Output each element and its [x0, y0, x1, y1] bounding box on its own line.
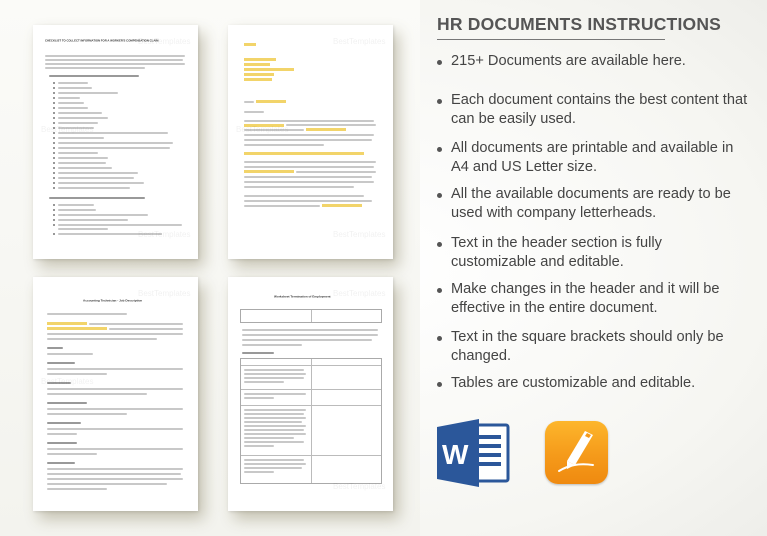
- document-preview-worksheet: [228, 277, 393, 511]
- document-preview-job-description: [33, 277, 198, 511]
- watermark: BestTemplates: [41, 125, 94, 134]
- bullet-icon: [437, 242, 442, 247]
- watermark: BestTemplates: [138, 37, 191, 46]
- watermark: BestTemplates: [41, 377, 94, 386]
- watermark: BestTemplates: [333, 230, 386, 239]
- svg-text:W: W: [442, 439, 469, 470]
- bullet-icon: [437, 336, 442, 341]
- microsoft-word-icon: [437, 419, 510, 487]
- watermark: BestTemplates: [333, 482, 386, 491]
- heading-underline: [437, 39, 665, 40]
- bullet-icon: [437, 288, 442, 293]
- feature-text: Text in the header section is fully customizable and editable.: [451, 235, 662, 270]
- feature-text: All the available documents are ready to be used with company letterheads.: [451, 186, 731, 221]
- watermark: BestTemplates: [138, 289, 191, 298]
- apple-pages-icon: [545, 421, 608, 484]
- feature-text: Tables are customizable and editable.: [451, 375, 696, 391]
- watermark: BestTemplates: [333, 37, 386, 46]
- bullet-icon: [437, 147, 442, 152]
- feature-text: Each document contains the best content that can be easily used.: [451, 92, 748, 127]
- pen-icon: [545, 421, 608, 484]
- bullet-icon: [437, 193, 442, 198]
- watermark: BestTemplates: [333, 289, 386, 298]
- feature-text: Text in the square brackets should only be changed.: [451, 329, 724, 364]
- document-preview-letter: [228, 25, 393, 259]
- document-title: Worksheet Termination of Employment: [274, 295, 331, 299]
- bullet-icon: [437, 60, 442, 65]
- feature-text: Make changes in the header and it will be effective in the entire document.: [451, 281, 720, 316]
- bullet-icon: [437, 382, 442, 387]
- bullet-icon: [437, 99, 442, 104]
- feature-text: All documents are printable and available in A4 and US Letter size.: [451, 140, 734, 175]
- document-preview-checklist: [33, 25, 198, 259]
- document-title: CHECKLIST TO COLLECT INFORMATION FOR A WORKER'S COMPENSATION CLAIM: [45, 39, 159, 43]
- page-heading: HR DOCUMENTS INSTRUCTIONS: [437, 14, 722, 34]
- document-title: Accounting Technician - Job Description: [83, 299, 143, 303]
- feature-text: 215+ Documents are available here.: [451, 53, 686, 69]
- watermark: BestTemplates: [236, 125, 289, 134]
- watermark: BestTemplates: [138, 230, 191, 239]
